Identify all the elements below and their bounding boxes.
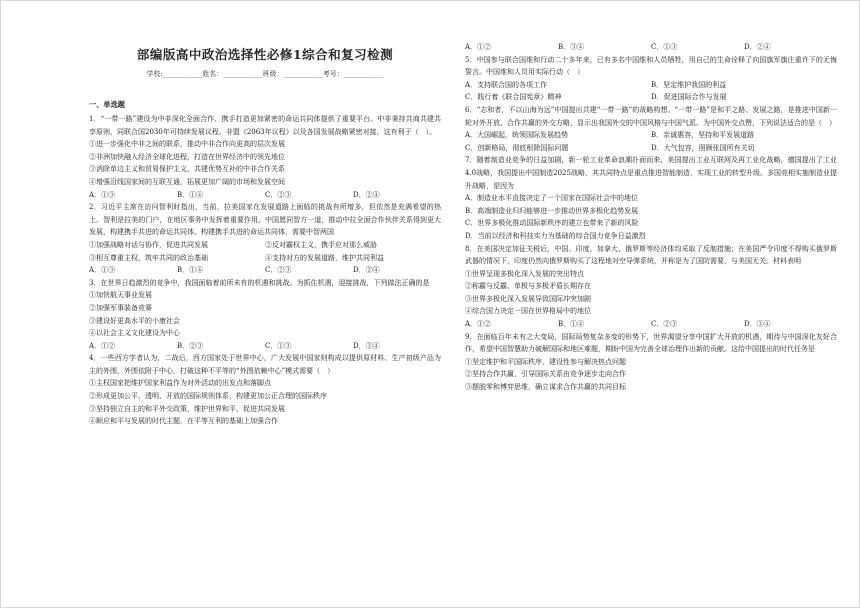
question-7: [465, 154, 837, 242]
answer-options: [465, 91, 837, 104]
question-stem: 5．中国参与联合国维和行动二十多年来，已有多名中国维和人员牺牲，用自己的生命诠释了向国旗军旗庄重许下的无悔誓言。中国维和人员用实际行动（ ）: [465, 55, 837, 77]
page-title: 部编版高中政治选择性必修1综合和复习检测: [136, 47, 394, 62]
statement: ③世界多极化深入发展导致国际冲突加剧: [465, 294, 591, 303]
statement: ②反对霸权主义，携手应对那么威胁: [265, 240, 377, 249]
option-b[interactable]: B．②③: [177, 341, 204, 350]
question-stem: 7．随着制造业竞争的日益加剧，新一轮工业革命浪潮扑面而来，美国提出工业互联网及再工业化战略，德国提出了工业4.0战略，我国提出中国制造2025战略，其共同特点是重点推进智能制造，实现工业的转型升级。多国竞相实施制造业提升战略，是因为: [465, 156, 837, 190]
option-d[interactable]: D．促进国际合作与发展: [651, 93, 727, 102]
statement: ④综合国力决定一国在世界格局中的地位: [465, 307, 591, 316]
statement: ③相互尊重主权，筑牢共同的政治基础: [89, 253, 208, 262]
answer-options: [89, 340, 441, 353]
option-b[interactable]: B．亲诚惠容，坚持和平发展道路: [651, 131, 755, 140]
option-d[interactable]: D．当前以经济和科技实力为基础的综合国力竞争日益激烈: [465, 231, 646, 240]
answer-options: [465, 79, 837, 92]
question-stem: 8．在美国决定加征关税后，中国、印度、加拿大、俄罗斯等经济体均采取了反制措施；在美国严令印度不得购买俄罗斯武器的情况下，印度仍然向俄罗斯购买了这程地对空导弹系统，并称是为了国防需要，与美国无关。材料表明: [465, 244, 837, 266]
option-c[interactable]: C．①③: [265, 341, 292, 350]
statement: ①世界呈现多极化深入发展的突出特点: [465, 269, 584, 278]
question-stem: 9．在面临百年未有之大变局，国际局势复杂多变的形势下，世界渴望分享中国扩大开放的机遇，期待与中国深化友好合作，希望中国智慧助力破解国际和地区难题，期盼中国为完善全球治理作出新的贡献。这给中国提出的时代任务是: [465, 332, 837, 354]
option-a[interactable]: A．①②: [465, 320, 492, 329]
statement: ①加强战略对话与协作，促进共同发展: [89, 240, 208, 249]
option-d[interactable]: D．③④: [744, 320, 771, 329]
statement: ①坚定维护和平国际秩序，建设性参与解决热点问题: [465, 357, 626, 366]
answer-options: [465, 318, 837, 331]
question-stem: 4．一些西方学者认为，二战后，西方国家处于世界中心，广大发展中国家则构成以提供原材料、生产初级产品为主的外围，外围依附于中心，打破这种不平等的“外围依赖中心”模式需要（ ）: [89, 354, 441, 375]
statement: ③消除单边主义和贸易保护主义，共建优势互补的中非合作关系: [89, 165, 285, 174]
statement: ②形成更加公平、透明、开放的国际规则体系，构建更加公正合理的国际秩序: [89, 392, 327, 401]
statement: ②坚持合作共赢，引导国际关系由竞争逐步走向合作: [465, 370, 626, 379]
statement: ③摆脱零和博弈思维，确立谋求合作共赢的共同目标: [465, 383, 626, 392]
option-d[interactable]: D．②④: [353, 266, 380, 275]
option-c[interactable]: C．践行着《联合国宪章》精神: [465, 93, 562, 102]
statement: ②称霸与反霸、单极与多极矛盾长期存在: [465, 282, 591, 291]
statement: ④以社会主义文化建设为中心: [89, 329, 180, 338]
option-a[interactable]: A．支持联合国的各项工作: [465, 80, 548, 89]
question-4: [89, 352, 441, 428]
statement: ③建设好更高水平的小康社会: [89, 316, 180, 325]
section-heading: 一、单选题: [89, 100, 125, 109]
statement: ①主权国家把维护国家利益作为对外活动的出发点和落脚点: [89, 379, 271, 388]
answer-options: [465, 129, 837, 142]
statement-row: [89, 252, 441, 265]
option-d[interactable]: D．②④: [353, 190, 380, 199]
statement: ②非洲加快融入经济全球化进程，打造在世界经济中的领先地位: [89, 152, 285, 161]
option-a[interactable]: A．①②: [465, 43, 492, 51]
option-d[interactable]: D．②④: [744, 43, 771, 51]
statement: ①进一步强化中非之间的联系，推动中非合作向更高的层次发展: [89, 140, 285, 149]
option-a[interactable]: A．①③: [89, 190, 116, 199]
question-5: [465, 54, 837, 104]
question-stem: 2．习近平主席在访问智利时指出，当前，拉美国家在发展道路上面临的挑战有所增多，但依然是充满希望的热土。智利是拉美的门户，在地区事务中发挥着重要作用。中国愿同智方一道，推动中拉全面合作伙伴关系得到更大发展，构建携手共进的命运共同体。构建携手共进的命运共同体，需要中智两国: [89, 203, 441, 237]
option-c[interactable]: C．②③: [265, 190, 292, 199]
answer-options: [465, 142, 837, 155]
statement: ③坚持独立自主的和平外交政策，维护世界和平，促进共同发展: [89, 404, 285, 413]
option-c[interactable]: C．②③: [265, 266, 292, 275]
question-3: [89, 277, 441, 353]
answer-options: [89, 264, 441, 277]
statement: ④增强沿线国家间的互联互通，拓展更加广阔的市场和发展空间: [89, 177, 285, 186]
question-6: [465, 104, 837, 154]
option-c[interactable]: C．②③: [651, 320, 678, 329]
question-1: [89, 113, 441, 201]
option-a[interactable]: A．①③: [89, 266, 116, 275]
question-8: [465, 243, 837, 331]
option-c[interactable]: C．世界多极化推动国际新秩序的建立也带来了新的风险: [465, 219, 639, 228]
question-stem: 1．“一带一路”建设为中非深化全面合作、携手打造更加紧密的命运共同体提供了重要平台。中非秉持共商共建共享原则，同联合国2030年可持续发展议程、非盟《2063年议程》以及各国发展战略紧密对接，这有利于（ ）。: [89, 115, 441, 136]
option-b[interactable]: B．③④: [558, 43, 585, 51]
option-a[interactable]: A．大国崛起，统领国际发展趋势: [465, 131, 569, 140]
student-info-line: 学校:___________姓名：___________班级：___________考号：___________: [146, 70, 384, 78]
option-a[interactable]: A．制造业水平直接决定了一个国家在国际社会中的地位: [465, 194, 639, 203]
question-9: [465, 331, 837, 394]
option-c[interactable]: C．创新格局，彻底根除国际问题: [465, 143, 569, 152]
option-d[interactable]: D．③④: [353, 341, 380, 350]
question-stem: 6．“志和者，不以山海为远”中国提出共建“一带一路”的战略构想。“一带一路”是和平之路、发展之路，是推进中国新一轮对外开放、合作共赢的外交方略，显示出我国外交的中国风格与中国气派。为中国外交点赞，下列说法适合的是（ ）: [465, 105, 837, 127]
question-2: [89, 201, 441, 277]
statement: ②加强军事装备竞赛: [89, 303, 152, 312]
answer-options: [89, 189, 441, 202]
answer-options-q4: [465, 41, 837, 54]
option-a[interactable]: A．①②: [89, 341, 116, 350]
statement: ④顺应和平与发展的时代主题，在平等互利的基础上加强合作: [89, 417, 278, 426]
option-b[interactable]: B．①④: [177, 190, 204, 199]
statement: ④支持对方的发展道路，维护共同利益: [265, 253, 384, 262]
option-d[interactable]: D．大气包容，照顾张国所有关切: [651, 143, 755, 152]
option-b[interactable]: B．①④: [558, 320, 585, 329]
option-b[interactable]: B．①④: [177, 266, 204, 275]
statement-row: [89, 239, 441, 252]
left-column: [89, 1, 441, 607]
option-c[interactable]: C．①③: [651, 43, 678, 51]
right-column: [465, 1, 837, 607]
option-b[interactable]: B．高端制造业归归能够进一步推动世界多极化趋势发展: [465, 206, 639, 215]
option-b[interactable]: B．坚定维护我国的利益: [651, 80, 727, 89]
statement: ①加快航天事业发展: [89, 291, 152, 300]
question-stem: 3．在世界日趋激烈的竞争中，我国面临着前所未有的机遇和挑战。为抓住机遇，迎接挑战，下列做法正确的是: [89, 278, 430, 287]
